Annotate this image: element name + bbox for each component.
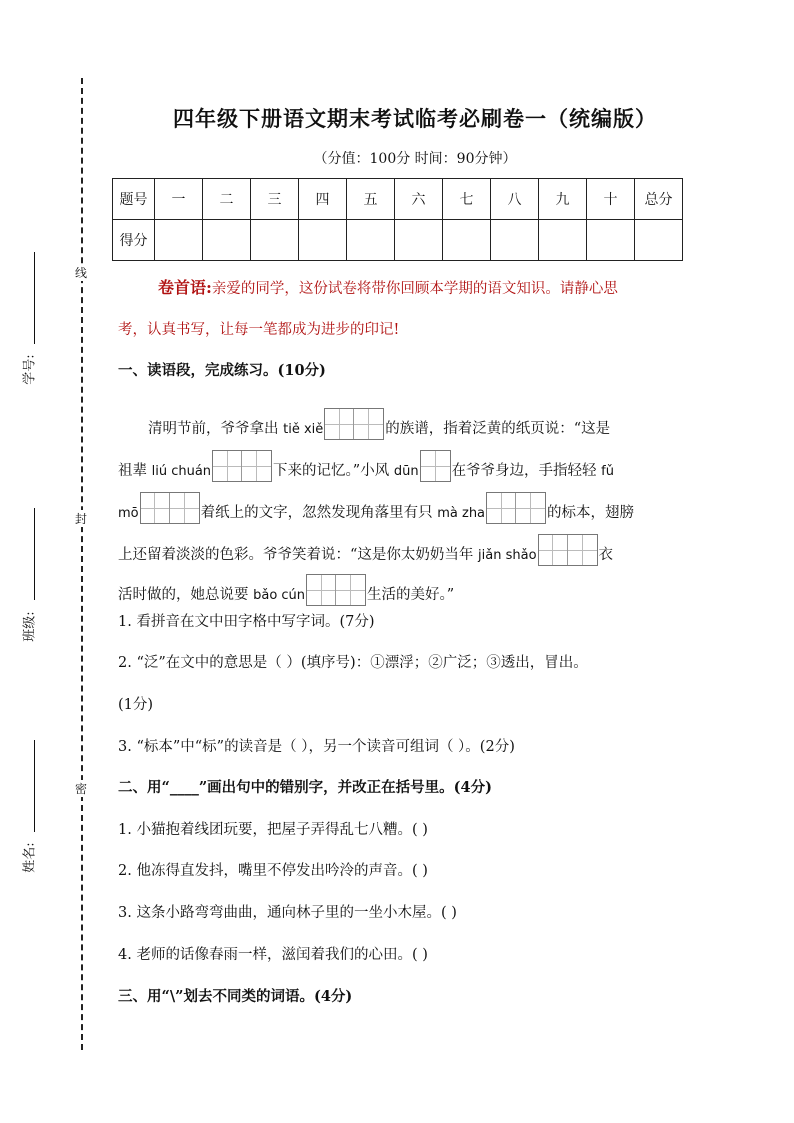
passage-text: 的族谱，指着泛黄的纸页说：“这是 [385, 421, 611, 437]
score-cell[interactable] [443, 220, 491, 261]
pinyin: tiě xiě [283, 422, 324, 437]
question-1-3: 3. “标本”中“标”的读音是（ ），另一个读音可组词（ ）。(2分) [118, 739, 515, 755]
tian-grid-answer[interactable] [324, 408, 384, 440]
question-1-2: 2. “泛”在文中的意思是（ ）(填序号)：①漂浮；②广泛；③透出，冒出。 [118, 655, 588, 671]
name-label: 姓名: [22, 842, 38, 873]
student-id-blank[interactable] [34, 252, 35, 344]
passage-text: 清明节前，爷爷拿出 [148, 421, 284, 437]
header-cell: 五 [347, 179, 395, 220]
passage-text: 祖辈 [118, 463, 152, 479]
pinyin: fǔ [601, 464, 614, 479]
passage-line-4 [118, 534, 613, 566]
class-label: 班级: [22, 611, 38, 642]
passage-text: 上还留着淡淡的色彩。爷爷笑着说：“这是你太奶奶当年 [118, 547, 479, 563]
intro-text-1: 亲爱的同学，这份试卷将带你回顾本学期的语文知识。请静心思 [211, 281, 618, 297]
page-subtitle: （分值：100分 时间：90分钟） [313, 151, 517, 167]
score-table-header-row [113, 179, 683, 220]
header-cell: 六 [395, 179, 443, 220]
passage-line-1 [148, 408, 610, 440]
header-cell: 七 [443, 179, 491, 220]
passage-text: 生活的美好。” [367, 587, 455, 603]
score-cell[interactable] [251, 220, 299, 261]
header-cell: 十 [587, 179, 635, 220]
question-1-1: 1. 看拼音在文中田字格中写字词。(7分) [118, 614, 375, 630]
pinyin: dūn [393, 464, 419, 479]
header-cell: 三 [251, 179, 299, 220]
score-cell[interactable] [539, 220, 587, 261]
passage-line-5 [118, 574, 454, 606]
header-cell: 题号 [113, 179, 155, 220]
student-id-label: 学号: [22, 354, 38, 385]
binding-char-secret: 密 [74, 782, 87, 796]
question-1-2-score: (1分) [118, 697, 154, 713]
passage-text: 下来的记忆。”小风 [273, 463, 394, 479]
section1-heading: 一、读语段，完成练习。(10分) [118, 362, 326, 379]
header-cell: 九 [539, 179, 587, 220]
header-cell: 总分 [635, 179, 683, 220]
passage-text: 在爷爷身边，手指轻轻 [451, 463, 602, 479]
tian-grid-answer[interactable] [420, 450, 451, 482]
pinyin: bǎo cún [253, 588, 306, 603]
passage-text: 衣 [598, 547, 614, 563]
score-cell[interactable] [395, 220, 443, 261]
name-blank[interactable] [34, 740, 35, 832]
page-title: 四年级下册语文期末考试临考必刷卷一（统编版） [173, 106, 657, 131]
pinyin: mà zha [437, 506, 486, 521]
section2-item: 2. 他冻得直发抖，嘴里不停发出吟泠的声音。( ) [118, 863, 428, 879]
tian-grid-answer[interactable] [538, 534, 598, 566]
intro-label: 卷首语: [158, 278, 212, 297]
pinyin: mō [118, 506, 139, 521]
binding-dashed-line [81, 78, 83, 1050]
pinyin: jiǎn shǎo [478, 548, 537, 563]
header-cell: 一 [155, 179, 203, 220]
passage-line-2 [118, 450, 614, 482]
pinyin: liú chuán [151, 464, 212, 479]
score-table [112, 178, 683, 261]
tian-grid-answer[interactable] [140, 492, 200, 524]
score-cell[interactable] [203, 220, 251, 261]
tian-grid-answer[interactable] [212, 450, 272, 482]
class-blank[interactable] [34, 508, 35, 600]
score-cell[interactable] [155, 220, 203, 261]
section2-item: 4. 老师的话像春雨一样，滋闰着我们的心田。( ) [118, 947, 428, 963]
score-row-label: 得分 [113, 220, 155, 261]
score-cell[interactable] [587, 220, 635, 261]
passage-text: 的标本，翅膀 [547, 505, 635, 521]
intro-line-1 [158, 275, 618, 298]
section2-item: 3. 这条小路弯弯曲曲，通向林子里的一坐小木屋。( ) [118, 905, 457, 921]
tian-grid-answer[interactable] [486, 492, 546, 524]
binding-char-seal: 封 [74, 512, 87, 526]
passage-text: 活时做的，她总说要 [118, 587, 254, 603]
section2-item: 1. 小猫抱着线团玩要，把屋子弄得乱七八糟。( ) [118, 822, 428, 838]
binding-char-line: 线 [74, 266, 87, 280]
score-cell[interactable] [491, 220, 539, 261]
header-cell: 八 [491, 179, 539, 220]
intro-line-2: 考，认真书写，让每一笔都成为进步的印记! [118, 322, 400, 338]
header-cell: 二 [203, 179, 251, 220]
section3-heading: 三、用“\”划去不同类的词语。(4分) [118, 988, 353, 1005]
section2-heading: 二、用“____”画出句中的错别字，并改正在括号里。(4分) [118, 779, 492, 796]
score-table-score-row [113, 220, 683, 261]
passage-text: 着纸上的文字，忽然发现角落里有只 [200, 505, 438, 521]
passage-line-3 [118, 492, 634, 524]
score-cell[interactable] [299, 220, 347, 261]
header-cell: 四 [299, 179, 347, 220]
score-cell[interactable] [347, 220, 395, 261]
score-cell[interactable] [635, 220, 683, 261]
tian-grid-answer[interactable] [306, 574, 366, 606]
